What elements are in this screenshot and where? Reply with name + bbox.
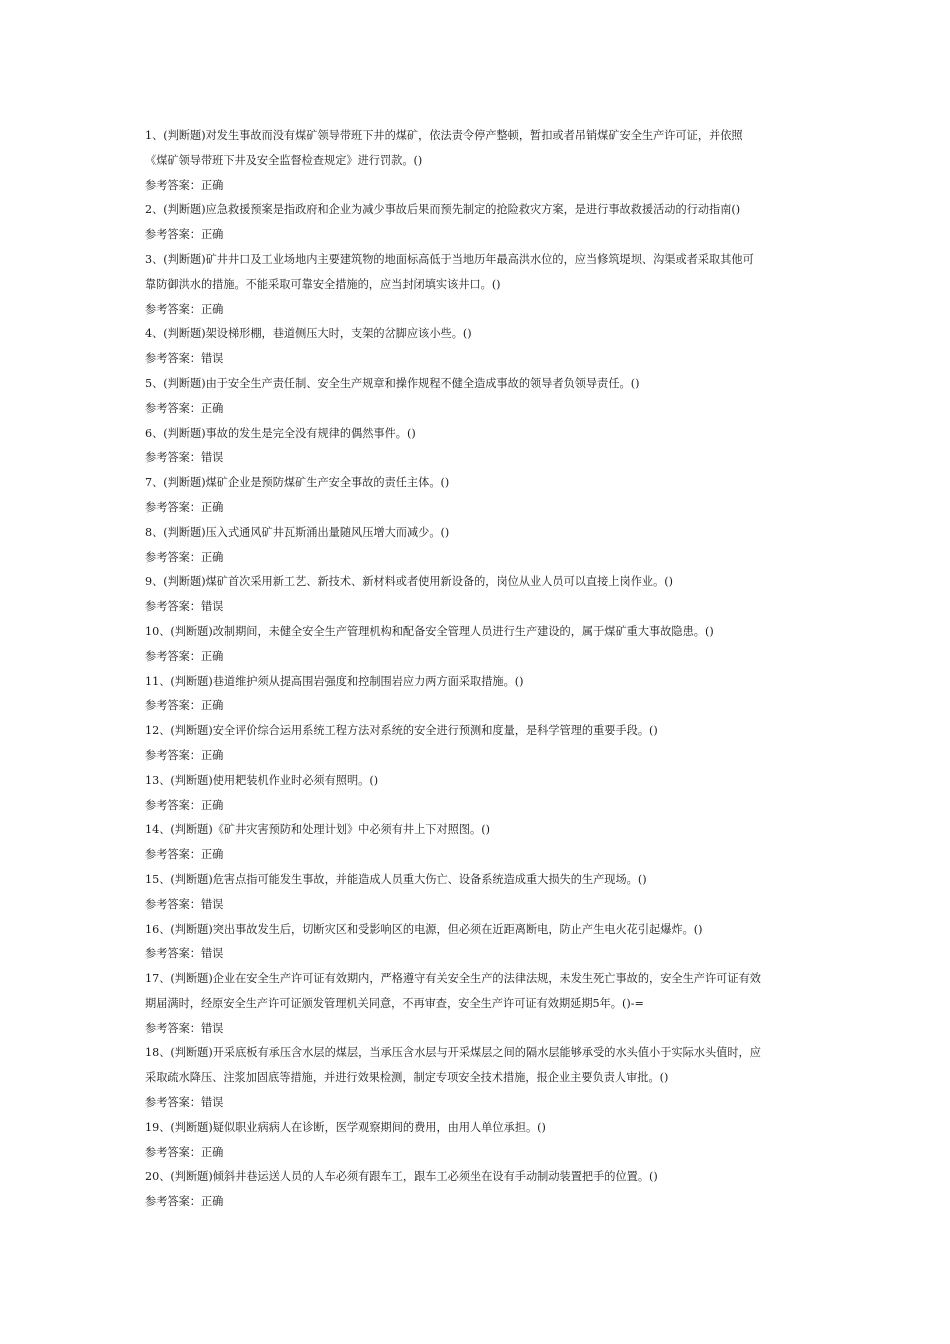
answer-line <box>145 1190 815 1215</box>
question-text-line: 靠防御洪水的措施。不能采取可靠安全措施的，应当封闭填实该井口。() <box>145 277 501 291</box>
answer-line <box>145 893 815 918</box>
question-item <box>145 670 815 720</box>
question-text-line: 9、(判断题)煤矿首次采用新工艺、新技术、新材料或者使用新设备的，岗位从业人员可以直接上岗作业。() <box>145 575 674 589</box>
question-text-line: 10、(判断题)改制期间，未健全安全生产管理机构和配备安全管理人员进行生产建设的，属于煤矿重大事故隐患。() <box>145 624 714 638</box>
answer-value: 错误 <box>200 1096 224 1110</box>
question-text-line: 11、(判断题)巷道维护须从提高围岩强度和控制围岩应力两方面采取措施。() <box>145 674 524 688</box>
answer-prefix: 参考答案： <box>145 550 201 564</box>
answer-line <box>145 1017 815 1042</box>
question-text-line: 3、(判断题)矿井井口及工业场地内主要建筑物的地面标高低于当地历年最高洪水位的，应当修筑堤坝、沟渠或者采取其他可 <box>145 252 754 266</box>
question-item <box>145 818 815 868</box>
answer-prefix: 参考答案： <box>145 798 201 812</box>
question-text-line: 17、(判断题)企业在安全生产许可证有效期内，严格遵守有关安全生产的法律法规，未发生死亡事故的，安全生产许可证有效 <box>145 972 761 986</box>
question-item <box>145 372 815 422</box>
answer-line <box>145 347 815 372</box>
question-text-line: 12、(判断题)安全评价综合运用系统工程方法对系统的安全进行预测和度量，是科学管理的重要手段。() <box>145 724 658 738</box>
answer-line <box>145 446 815 471</box>
answer-prefix: 参考答案： <box>145 600 201 614</box>
answer-line <box>145 645 815 670</box>
question-text-line: 20、(判断题)倾斜井巷运送人员的人车必须有跟车工，跟车工必须坐在设有手动制动装置把手的位置。() <box>145 1170 658 1184</box>
question-item <box>145 868 815 918</box>
question-text-line: 采取疏水降压、注浆加固底等措施，并进行效果检测，制定专项安全技术措施，报企业主要负责人审批。() <box>145 1071 669 1085</box>
answer-value: 正确 <box>200 401 224 415</box>
answer-prefix: 参考答案： <box>145 500 201 514</box>
question-item <box>145 1116 815 1166</box>
answer-prefix: 参考答案： <box>145 699 201 713</box>
answer-prefix: 参考答案： <box>145 848 201 862</box>
answer-prefix: 参考答案： <box>145 451 201 465</box>
answer-value: 正确 <box>200 798 224 812</box>
question-item <box>145 471 815 521</box>
question-text-line: 5、(判断题)由于安全生产责任制、安全生产规章和操作规程不健全造成事故的领导者负领导责任。() <box>145 376 640 390</box>
answer-prefix: 参考答案： <box>145 178 201 192</box>
question-item <box>145 719 815 769</box>
answer-prefix: 参考答案： <box>145 947 201 961</box>
question-text-line: 4、(判断题)架设梯形棚，巷道侧压大时，支架的岔脚应该小些。() <box>145 327 472 341</box>
question-text-line: 16、(判断题)突出事故发生后，切断灾区和受影响区的电源，但必须在近距离断电，防止产生电火花引起爆炸。() <box>145 922 703 936</box>
question-item <box>145 1165 815 1215</box>
question-text-line: 8、(判断题)压入式通风矿井瓦斯涌出量随风压增大而减少。() <box>145 525 450 539</box>
question-text-line: 19、(判断题)疑似职业病病人在诊断，医学观察期间的费用，由用人单位承担。() <box>145 1120 546 1134</box>
answer-prefix: 参考答案： <box>145 1145 201 1159</box>
answer-line <box>145 1091 815 1116</box>
answer-value: 正确 <box>200 848 224 862</box>
answer-prefix: 参考答案： <box>145 228 201 242</box>
question-text-line: 6、(判断题)事故的发生是完全没有规律的偶然事件。() <box>145 426 416 440</box>
question-text-line: 2、(判断题)应急救援预案是指政府和企业为减少事故后果而预先制定的抢险救灾方案，是进行事故救援活动的行动指南() <box>145 203 741 217</box>
answer-value: 正确 <box>200 550 224 564</box>
answer-line <box>145 694 815 719</box>
question-text-line: 《煤矿领导带班下井及安全监督检查规定》进行罚款。() <box>145 153 423 167</box>
answer-line <box>145 546 815 571</box>
question-item <box>145 620 815 670</box>
answer-line <box>145 298 815 323</box>
question-text-line: 18、(判断题)开采底板有承压含水层的煤层，当承压含水层与开采煤层之间的隔水层能够承受的水头值小于实际水头值时，应 <box>145 1046 761 1060</box>
answer-prefix: 参考答案： <box>145 1195 201 1209</box>
question-item <box>145 248 815 322</box>
answer-prefix: 参考答案： <box>145 1021 201 1035</box>
answer-line <box>145 496 815 521</box>
answer-line <box>145 942 815 967</box>
answer-value: 错误 <box>200 451 224 465</box>
question-item <box>145 198 815 248</box>
answer-value: 正确 <box>200 500 224 514</box>
question-text-line: 1、(判断题)对发生事故而没有煤矿领导带班下井的煤矿，依法责令停产整顿，暂扣或者吊销煤矿安全生产许可证，并依照 <box>145 129 743 142</box>
answer-prefix: 参考答案： <box>145 748 201 762</box>
question-item <box>145 1041 815 1115</box>
answer-value: 错误 <box>200 947 224 961</box>
question-item <box>145 769 815 819</box>
answer-value: 错误 <box>200 352 224 366</box>
document-page <box>145 124 815 1215</box>
answer-prefix: 参考答案： <box>145 649 201 663</box>
answer-prefix: 参考答案： <box>145 302 201 316</box>
question-text-line: 14、(判断题)《矿井灾害预防和处理计划》中必须有井上下对照图。() <box>145 823 490 837</box>
answer-prefix: 参考答案： <box>145 352 201 366</box>
answer-value: 错误 <box>200 600 224 614</box>
question-item <box>145 521 815 571</box>
answer-line <box>145 397 815 422</box>
answer-line <box>145 223 815 248</box>
answer-prefix: 参考答案： <box>145 401 201 415</box>
answer-value: 正确 <box>200 302 224 316</box>
answer-line <box>145 843 815 868</box>
question-text-line: 15、(判断题)危害点指可能发生事故，并能造成人员重大伤亡、设备系统造成重大损失的生产现场。() <box>145 872 647 886</box>
question-text-line: 期届满时，经原安全生产许可证颁发管理机关同意，不再审查，安全生产许可证有效期延期5年。()-= <box>145 996 644 1010</box>
answer-line <box>145 595 815 620</box>
question-item <box>145 322 815 372</box>
answer-value: 错误 <box>200 897 224 911</box>
answer-line <box>145 1141 815 1166</box>
answer-value: 正确 <box>200 1195 224 1209</box>
question-item <box>145 124 815 198</box>
answer-value: 正确 <box>200 649 224 663</box>
answer-prefix: 参考答案： <box>145 897 201 911</box>
answer-line <box>145 794 815 819</box>
question-item <box>145 422 815 472</box>
answer-line <box>145 174 815 199</box>
question-item <box>145 967 815 1041</box>
answer-value: 正确 <box>200 228 224 242</box>
answer-prefix: 参考答案： <box>145 1096 201 1110</box>
question-item <box>145 570 815 620</box>
answer-value: 正确 <box>200 1145 224 1159</box>
question-text-line: 7、(判断题)煤矿企业是预防煤矿生产安全事故的责任主体。() <box>145 476 450 490</box>
answer-value: 错误 <box>200 1021 224 1035</box>
question-text-line: 13、(判断题)使用耙装机作业时必须有照明。() <box>145 773 379 787</box>
answer-value: 正确 <box>200 699 224 713</box>
answer-value: 正确 <box>200 178 224 192</box>
question-item <box>145 918 815 968</box>
answer-value: 正确 <box>200 748 224 762</box>
answer-line <box>145 744 815 769</box>
